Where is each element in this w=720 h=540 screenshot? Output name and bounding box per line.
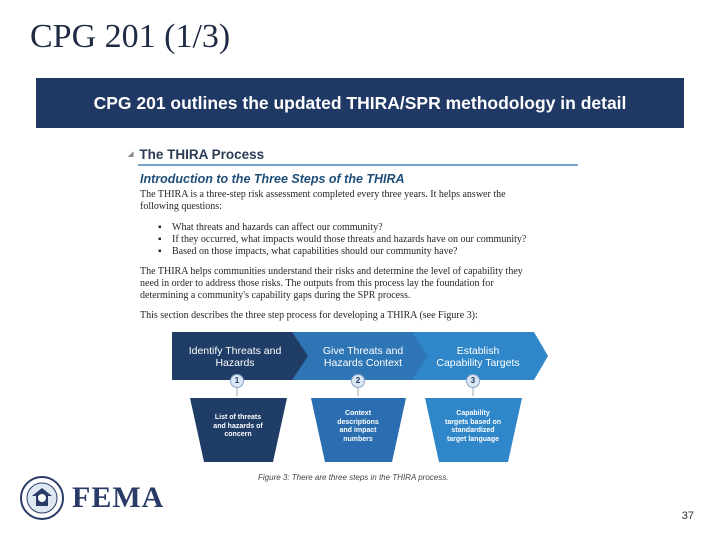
intro-line-1: The THIRA is a three-step risk assessment completed every three years. It helps answer the <box>140 189 506 200</box>
header-rule <box>138 164 578 166</box>
list-item: ▪ Based on those impacts, what capabilities should our community have? <box>158 246 526 258</box>
fema-wordmark: FEMA <box>72 481 165 514</box>
dhs-seal-icon <box>20 476 64 520</box>
step-2-output: Context descriptions and impact numbers <box>337 410 379 443</box>
step-1-number: 1 <box>230 374 244 388</box>
closing-line: This section describes the three step process for developing a THIRA (see Figure 3): <box>140 310 478 321</box>
doc-subheading: Introduction to the Three Steps of the THIRA <box>140 172 405 186</box>
doc-header-text: The THIRA Process <box>139 146 265 162</box>
list-item: ▪ If they occurred, what impacts would those threats and hazards have on our community? <box>158 234 526 246</box>
page-number: 37 <box>681 510 694 522</box>
document-excerpt <box>128 144 580 321</box>
body-line-2: need in order to address those risks. The outputs from this process lay the foundation for <box>140 278 494 289</box>
collapse-triangle-icon: ◢ <box>128 151 134 158</box>
step-2-label: Give Threats and Hazards Context <box>322 345 404 369</box>
step-1-output: List of threats and hazards of concern <box>213 414 263 438</box>
body-line-3: determining a community's capability gaps during the SPR process. <box>140 290 411 301</box>
slide-title: CPG 201 (1/3) <box>30 18 231 55</box>
step-3-output: Capability targets based on standardized target language <box>444 410 501 443</box>
thira-steps-figure <box>172 330 548 485</box>
step-2-number: 2 <box>351 374 365 388</box>
banner-text: CPG 201 outlines the updated THIRA/SPR methodology in detail <box>93 92 627 113</box>
fema-logo <box>20 476 164 520</box>
list-item: ▪ What threats and hazards can affect our community? <box>158 222 526 234</box>
step-3-number: 3 <box>466 374 480 388</box>
figure-caption: Figure 3: There are three steps in the THIRA process. <box>258 473 449 482</box>
summary-banner <box>36 78 684 128</box>
step-3-label: Establish Capability Targets <box>436 345 520 369</box>
intro-line-2: following questions: <box>140 201 222 212</box>
body-line-1: The THIRA helps communities understand their risks and determine the level of capability they <box>140 266 523 277</box>
question-list <box>158 222 526 258</box>
doc-section-header <box>128 144 580 164</box>
step-1-label: Identify Threats and Hazards <box>188 345 282 369</box>
